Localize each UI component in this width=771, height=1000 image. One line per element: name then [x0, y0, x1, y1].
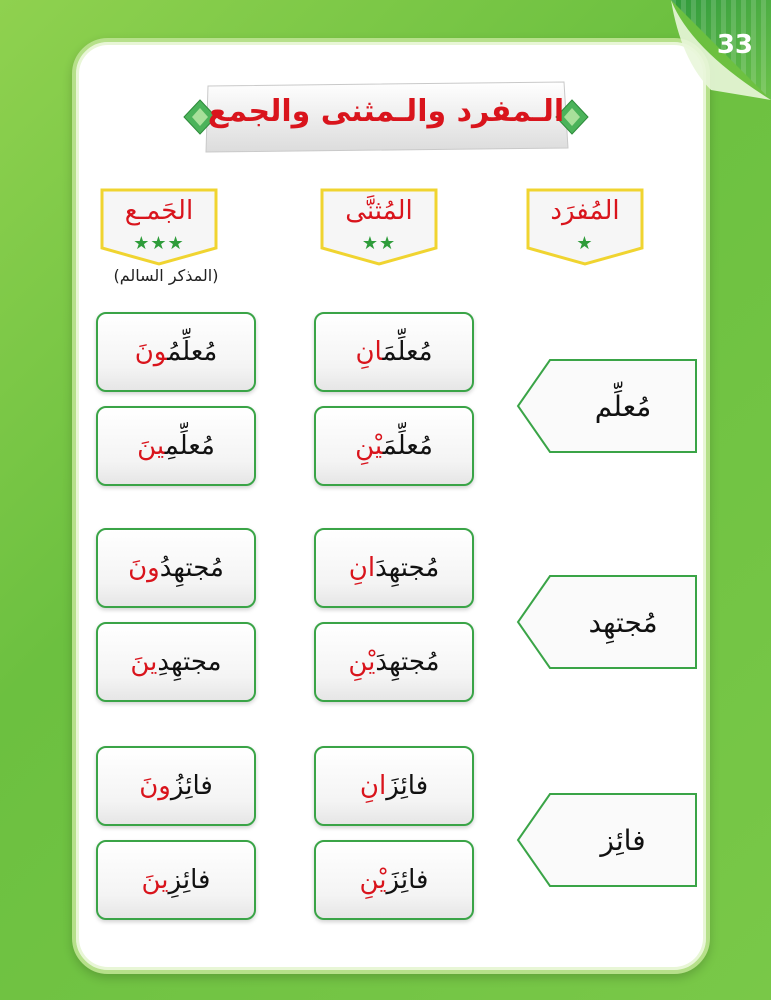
header-dual — [318, 186, 440, 268]
plural-type-note: (المذكر السالم) — [113, 266, 219, 285]
plural-form-1b: مُعلِّمِينَ — [96, 406, 256, 486]
plural-form-3b: فائِزِينَ — [96, 840, 256, 920]
header-singular-label: المُفرَد — [550, 196, 620, 226]
singular-word-3: فائِز — [514, 790, 702, 890]
dual-form-3b: فائِزَيْنِ — [314, 840, 474, 920]
dual-form-1a: مُعلِّمَانِ — [314, 312, 474, 392]
page-number: 33 — [716, 30, 753, 60]
plural-form-3a: فائِزُونَ — [96, 746, 256, 826]
dual-form-2a: مُجتهِدَانِ — [314, 528, 474, 608]
dual-form-1b: مُعلِّمَيْنِ — [314, 406, 474, 486]
plural-form-2a: مُجتهِدُونَ — [96, 528, 256, 608]
page-corner-tab — [651, 0, 771, 100]
singular-word-2: مُجتهِد — [514, 572, 702, 672]
title-banner — [178, 78, 594, 156]
page-title: الـمفرد والـمثنى والجمع — [207, 94, 565, 129]
plural-form-2b: مجتهِدِينَ — [96, 622, 256, 702]
header-dual-label: المُثنَّى — [345, 196, 413, 226]
header-singular — [524, 186, 646, 268]
dual-form-3a: فائِزَانِ — [314, 746, 474, 826]
header-plural-label: الجَمـع — [124, 196, 194, 226]
singular-word-1: مُعلِّم — [514, 356, 702, 456]
dual-form-2b: مُجتهِدَيْنِ — [314, 622, 474, 702]
header-plural — [98, 186, 220, 268]
star-icon: ★ — [576, 233, 594, 254]
star-icon: ★★★ — [133, 233, 185, 254]
plural-form-1a: مُعلِّمُونَ — [96, 312, 256, 392]
star-icon: ★★ — [361, 233, 397, 254]
